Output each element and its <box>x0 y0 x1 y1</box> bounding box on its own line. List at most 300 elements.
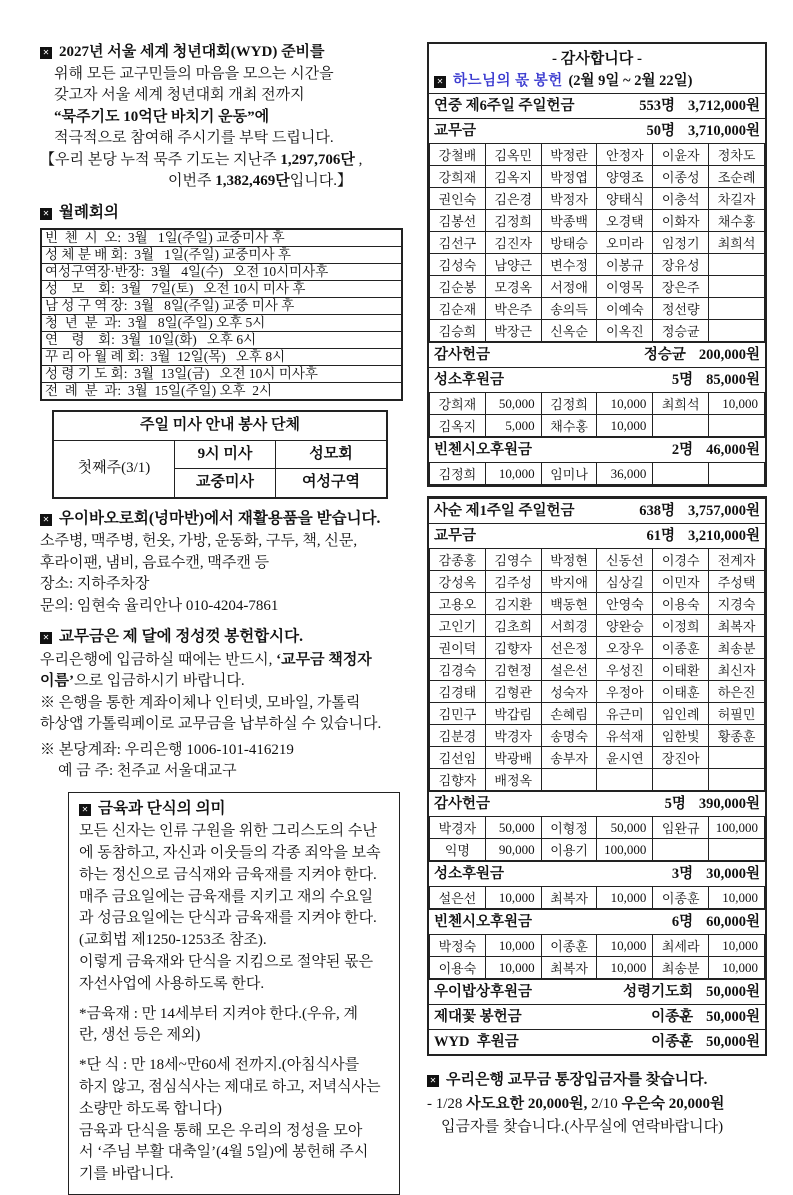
fasting-line: 기를 바랍니다. <box>79 1164 389 1186</box>
monthly-row <box>41 247 402 264</box>
name-cell: 이충석 <box>653 188 709 210</box>
donor-cell: 최복자 <box>541 957 597 979</box>
name-cell: 하은진 <box>709 681 765 703</box>
summary-count: 이종훈 <box>651 1008 693 1027</box>
summary-amount: 50,000원 <box>706 1033 760 1052</box>
amount-cell <box>709 415 765 437</box>
summary-row <box>429 1004 765 1029</box>
notice-text: - 1/28 <box>427 1096 466 1112</box>
amounts-row <box>430 817 765 839</box>
wyd-heading-text: 2027년 서울 세계 청년대회(WYD) 준비를 <box>59 44 325 60</box>
name-cell: 고인기 <box>430 615 486 637</box>
amount-cell: 90,000 <box>485 839 541 861</box>
name-cell: 정차도 <box>709 144 765 166</box>
name-cell: 심상길 <box>597 571 653 593</box>
donor-cell: 최복자 <box>541 887 597 909</box>
name-cell: 임정기 <box>653 232 709 254</box>
name-cell: 박광배 <box>485 747 541 769</box>
notice-heading-text: 우리은행 교무금 통장입금자를 찾습니다. <box>446 1072 707 1088</box>
names-row <box>430 144 765 166</box>
summary-amount: 50,000원 <box>706 1008 760 1027</box>
summary-row <box>429 93 765 118</box>
names-row <box>430 725 765 747</box>
donor-cell <box>653 463 709 485</box>
amounts-row <box>430 839 765 861</box>
name-cell: 김순재 <box>430 298 486 320</box>
name-cell: 장은주 <box>653 276 709 298</box>
name-cell: 박경자 <box>485 725 541 747</box>
fasting-box <box>68 792 400 1195</box>
name-cell: 김정희 <box>485 210 541 232</box>
name-cell: 김경숙 <box>430 659 486 681</box>
name-cell: 김민구 <box>430 703 486 725</box>
names-row <box>430 188 765 210</box>
fasting-line: 매주 금요일에는 금육재를 지키고 재의 수요일 <box>79 887 389 909</box>
amounts-table <box>429 392 765 437</box>
donor-cell: 임완규 <box>653 817 709 839</box>
amount-cell: 10,000 <box>709 393 765 415</box>
name-cell: 김옥민 <box>485 144 541 166</box>
summary-label: 감사헌금 <box>434 346 644 365</box>
names-row <box>430 615 765 637</box>
summary-row <box>429 909 765 934</box>
account-holder-line: 예 금 주: 천주교 서울대교구 <box>40 761 403 783</box>
summary-label: 빈첸시오후원금 <box>434 441 672 460</box>
fasting-line: 과 성금요일에는 단식과 금육재를 지켜야 한다. <box>79 908 389 930</box>
name-cell: 김승희 <box>430 320 486 342</box>
notice-depositor-2: 우은숙 20,000원 <box>622 1096 725 1112</box>
name-cell: 김은경 <box>485 188 541 210</box>
name-cell: 최송분 <box>709 637 765 659</box>
fasting-heading <box>79 798 389 820</box>
name-cell: 남양근 <box>485 254 541 276</box>
summary-row <box>429 437 765 462</box>
fasting-line: *단 식 : 만 18세~만60세 전까지.(아침식사를 <box>79 1055 389 1077</box>
summary-label: 우이밥상후원금 <box>434 983 623 1002</box>
dues-emphasis: ‘교무금 책정자 <box>276 652 372 668</box>
fasting-body <box>79 821 389 1186</box>
name-cell: 김성숙 <box>430 254 486 276</box>
name-cell: 이용숙 <box>653 593 709 615</box>
fasting-line: 서 ‘주님 부활 대축일’(4월 5일)에 봉헌해 주시 <box>79 1142 389 1164</box>
rosary-comma: , <box>355 152 363 168</box>
donor-cell: 이형정 <box>541 817 597 839</box>
mass-service-table <box>52 410 388 499</box>
donor-cell: 이종훈 <box>653 887 709 909</box>
summary-amount: 3,712,000원 <box>688 97 760 116</box>
names-row <box>430 659 765 681</box>
fasting-heading-text: 금육과 단식의 의미 <box>98 800 226 817</box>
monthly-row <box>41 281 402 298</box>
name-cell: 박갑림 <box>485 703 541 725</box>
recycling-contact-line: 문의: 임현숙 율리안나 010-4204-7861 <box>40 596 403 618</box>
name-cell: 김주성 <box>485 571 541 593</box>
names-row <box>430 166 765 188</box>
name-cell <box>709 254 765 276</box>
boxed-x-icon: ✕ <box>79 804 91 816</box>
summary-count: 5명 <box>665 795 686 814</box>
amounts-row <box>430 393 765 415</box>
names-row <box>430 232 765 254</box>
name-cell: 안정자 <box>597 144 653 166</box>
name-cell: 김분경 <box>430 725 486 747</box>
summary-count: 5명 <box>672 371 693 390</box>
summary-label: 성소후원금 <box>434 371 672 390</box>
amount-cell: 50,000 <box>485 817 541 839</box>
amount-cell: 50,000 <box>485 393 541 415</box>
monthly-row <box>41 349 402 366</box>
amounts-table-body <box>430 817 765 861</box>
summary-label: 사순 제1주일 주일헌금 <box>434 502 639 521</box>
monthly-row <box>41 264 402 281</box>
name-cell: 서정애 <box>541 276 597 298</box>
monthly-row <box>41 298 402 315</box>
name-cell: 이종성 <box>653 166 709 188</box>
donor-cell <box>653 415 709 437</box>
mass-table-title: 주일 미사 안내 봉사 단체 <box>53 411 387 440</box>
amount-cell: 10,000 <box>597 393 653 415</box>
name-cell: 양완승 <box>597 615 653 637</box>
summary-label: 제대꽃 봉헌금 <box>434 1008 651 1027</box>
dues-line <box>40 650 403 672</box>
name-cell: 이봉규 <box>597 254 653 276</box>
rosary-thisweek-count: 1,382,469단 <box>215 173 290 189</box>
wyd-campaign-line: “묵주기도 10억단 바치기 운동”에 <box>40 107 403 129</box>
name-cell: 김경태 <box>430 681 486 703</box>
dues-heading-text: 교무금은 제 달에 정성껏 봉헌합시다. <box>59 628 303 645</box>
name-cell: 송부자 <box>541 747 597 769</box>
name-cell: 박정현 <box>541 549 597 571</box>
name-cell: 우성진 <box>597 659 653 681</box>
dues-text: 우리은행에 입금하실 때에는 반드시, <box>40 652 276 668</box>
name-cell: 양영조 <box>597 166 653 188</box>
boxed-x-icon: ✕ <box>40 208 52 220</box>
rosary-prefix: 【우리 본당 누적 묵주 기도는 지난주 <box>40 152 280 168</box>
summary-label: 연중 제6주일 주일헌금 <box>434 97 639 116</box>
donor-cell: 익명 <box>430 839 486 861</box>
offering-title: 하느님의 몫 봉헌 <box>453 73 563 89</box>
mass-week-cell: 첫째주(3/1) <box>53 440 175 498</box>
monthly-table-body <box>41 229 402 400</box>
mass-group-cell: 성모회 <box>276 440 388 469</box>
name-cell: 유근미 <box>597 703 653 725</box>
summary-amount: 60,000원 <box>706 913 760 932</box>
boxed-x-icon: ✕ <box>40 47 52 59</box>
names-row <box>430 254 765 276</box>
monthly-row <box>41 229 402 247</box>
name-cell: 안영숙 <box>597 593 653 615</box>
amounts-table <box>429 886 765 909</box>
name-cell: 김초희 <box>485 615 541 637</box>
summary-row <box>429 861 765 886</box>
name-cell: 고용오 <box>430 593 486 615</box>
summary-count: 3명 <box>672 865 693 884</box>
left-column <box>40 42 403 1195</box>
bank-account-line: ※ 본당계좌: 우리은행 1006-101-416219 <box>40 740 403 762</box>
amount-cell: 10,000 <box>709 935 765 957</box>
summary-amount: 390,000원 <box>699 795 760 814</box>
columns <box>40 42 767 1195</box>
names-table <box>429 143 765 342</box>
dues-heading <box>40 626 403 648</box>
summary-amount: 30,000원 <box>706 865 760 884</box>
dues-line: 하상앱 가톨릭페이로 교무금을 납부하실 수 있습니다. <box>40 714 403 736</box>
name-cell: 배정옥 <box>485 769 541 791</box>
name-cell <box>709 320 765 342</box>
donor-cell: 최송분 <box>653 957 709 979</box>
name-cell: 강철배 <box>430 144 486 166</box>
name-cell: 박종백 <box>541 210 597 232</box>
summary-amount: 3,757,000원 <box>688 502 760 521</box>
names-row <box>430 681 765 703</box>
summary-count: 6명 <box>672 913 693 932</box>
name-cell: 이경수 <box>653 549 709 571</box>
name-cell: 오미라 <box>597 232 653 254</box>
donor-cell: 임미나 <box>541 463 597 485</box>
monthly-meeting-table <box>40 228 403 401</box>
mass-table-body <box>53 411 387 498</box>
summary-amount: 50,000원 <box>706 983 760 1002</box>
summary-amount: 3,710,000원 <box>688 122 760 141</box>
amount-cell: 10,000 <box>485 935 541 957</box>
name-cell: 박정자 <box>541 188 597 210</box>
name-cell: 차길자 <box>709 188 765 210</box>
name-cell: 김현정 <box>485 659 541 681</box>
amount-cell: 36,000 <box>597 463 653 485</box>
recycling-heading-text: 우이바오로회(넝마반)에서 재활용품을 받습니다. <box>59 510 380 527</box>
amounts-row <box>430 935 765 957</box>
name-cell: 이태훈 <box>653 681 709 703</box>
name-cell: 최복자 <box>709 615 765 637</box>
dues-text: 으로 입금하시기 바랍니다. <box>74 673 245 689</box>
names-table-body <box>430 144 765 342</box>
name-cell: 임인례 <box>653 703 709 725</box>
name-cell <box>541 769 597 791</box>
wyd-line: 위해 모든 교구민들의 마음을 모으는 시간을 <box>40 64 403 86</box>
name-cell: 송명숙 <box>541 725 597 747</box>
mass-time-cell: 9시 미사 <box>175 440 276 469</box>
names-table <box>429 548 765 791</box>
name-cell: 조순례 <box>709 166 765 188</box>
amount-cell: 100,000 <box>597 839 653 861</box>
name-cell: 김봉선 <box>430 210 486 232</box>
amount-cell: 10,000 <box>597 415 653 437</box>
name-cell: 이종훈 <box>653 637 709 659</box>
summary-count: 50명 <box>646 122 675 141</box>
summary-label: 교무금 <box>434 122 646 141</box>
name-cell: 허필민 <box>709 703 765 725</box>
donor-cell: 김정희 <box>430 463 486 485</box>
names-table-body <box>430 549 765 791</box>
name-cell: 이옥진 <box>597 320 653 342</box>
summary-count: 이종훈 <box>651 1033 693 1052</box>
names-row <box>430 549 765 571</box>
offering-period: (2월 9일 ~ 2월 22일) <box>565 73 693 89</box>
amounts-table <box>429 462 765 485</box>
fasting-line: 금육과 단식을 통해 모은 우리의 정성을 모아 <box>79 1121 389 1143</box>
amount-cell: 10,000 <box>709 957 765 979</box>
name-cell <box>709 769 765 791</box>
amount-cell: 10,000 <box>485 957 541 979</box>
dues-emphasis: 이름’ <box>40 673 74 689</box>
notice-heading <box>427 1069 767 1093</box>
donation-block-1 <box>427 42 767 487</box>
notice-line <box>427 1093 767 1117</box>
name-cell: 박정엽 <box>541 166 597 188</box>
rosary-count-line-1 <box>40 150 403 172</box>
amount-cell: 100,000 <box>709 817 765 839</box>
summary-count: 정승균 <box>644 346 686 365</box>
rosary-lastweek-count: 1,297,706단 <box>280 152 355 168</box>
summary-count: 성령기도회 <box>623 983 693 1002</box>
name-cell: 장유성 <box>653 254 709 276</box>
names-row <box>430 571 765 593</box>
name-cell: 권이덕 <box>430 637 486 659</box>
name-cell: 김순봉 <box>430 276 486 298</box>
summary-row <box>429 979 765 1004</box>
amount-cell: 10,000 <box>597 957 653 979</box>
name-cell: 이윤자 <box>653 144 709 166</box>
summary-label: WYD 후원금 <box>434 1033 651 1052</box>
name-cell: 김진자 <box>485 232 541 254</box>
name-cell: 오경택 <box>597 210 653 232</box>
amounts-row <box>430 463 765 485</box>
names-row <box>430 593 765 615</box>
names-row <box>430 703 765 725</box>
fasting-line: 하는 정신으로 금식재와 금육재를 지켜야 한다. <box>79 865 389 887</box>
rosary-thisweek-label: 이번주 <box>168 173 215 189</box>
name-cell: 김향자 <box>485 637 541 659</box>
wyd-line: 갖고자 서울 세계 청년대회 개최 전까지 <box>40 85 403 107</box>
donor-cell: 이용기 <box>541 839 597 861</box>
mass-header-row <box>53 411 387 440</box>
name-cell: 김영수 <box>485 549 541 571</box>
amounts-table <box>429 816 765 861</box>
summary-label: 교무금 <box>434 527 646 546</box>
monthly-row <box>41 332 402 349</box>
name-cell: 박정란 <box>541 144 597 166</box>
name-cell: 설은선 <box>541 659 597 681</box>
donor-cell: 이종훈 <box>541 935 597 957</box>
name-cell: 이정희 <box>653 615 709 637</box>
rosary-count-line-2 <box>40 171 403 193</box>
monthly-heading-text: 월례회의 <box>59 204 119 221</box>
summary-row <box>429 367 765 392</box>
name-cell: 이태환 <box>653 659 709 681</box>
amount-cell: 10,000 <box>597 935 653 957</box>
donor-cell: 이용숙 <box>430 957 486 979</box>
name-cell: 박지애 <box>541 571 597 593</box>
name-cell: 김지환 <box>485 593 541 615</box>
mass-group-cell: 여성구역 <box>276 469 388 498</box>
name-cell: 윤시연 <box>597 747 653 769</box>
name-cell <box>709 298 765 320</box>
fasting-line: 란, 생선 등은 제외) <box>79 1025 389 1047</box>
fasting-line: 이렇게 금육재와 단식을 지킴으로 절약된 몫은 <box>79 952 389 974</box>
name-cell <box>709 276 765 298</box>
fasting-paragraph <box>79 821 389 995</box>
name-cell: 선은정 <box>541 637 597 659</box>
donor-cell: 강희재 <box>430 393 486 415</box>
name-cell: 송의득 <box>541 298 597 320</box>
monthly-cell: 청 년 분 과: 3월 8일(주일) 오후 5시 <box>41 315 402 332</box>
fasting-line: 자선사업에 사용하도록 한다. <box>79 974 389 996</box>
recycling-place-line: 장소: 지하주차장 <box>40 574 403 596</box>
name-cell: 손혜림 <box>541 703 597 725</box>
monthly-cell: 남 성 구 역 장: 3월 8일(주일) 교중 미사 후 <box>41 298 402 315</box>
name-cell: 이예숙 <box>597 298 653 320</box>
amounts-row <box>430 415 765 437</box>
names-row <box>430 320 765 342</box>
name-cell: 김형관 <box>485 681 541 703</box>
dues-line: ※ 은행을 통한 계좌이체나 인터넷, 모바일, 가톨릭 <box>40 693 403 715</box>
amount-cell: 10,000 <box>597 887 653 909</box>
summary-row <box>429 791 765 816</box>
names-row <box>430 747 765 769</box>
monthly-cell: 연 령 회: 3월 10일(화) 오후 6시 <box>41 332 402 349</box>
monthly-cell: 꾸 리 아 월 례 회: 3월 12일(목) 오후 8시 <box>41 349 402 366</box>
names-row <box>430 276 765 298</box>
name-cell: 김옥지 <box>485 166 541 188</box>
monthly-cell: 성 령 기 도 회: 3월 13일(금) 오전 10시 미사후 <box>41 366 402 383</box>
name-cell: 성숙자 <box>541 681 597 703</box>
monthly-row <box>41 315 402 332</box>
wyd-line: 적극적으로 참여해 주시기를 부탁 드립니다. <box>40 128 403 150</box>
name-cell: 임한빛 <box>653 725 709 747</box>
summary-count: 61명 <box>646 527 675 546</box>
rosary-suffix: 입니다.】 <box>290 173 352 189</box>
name-cell: 변수정 <box>541 254 597 276</box>
monthly-meeting-heading <box>40 202 403 224</box>
name-cell: 정선량 <box>653 298 709 320</box>
donor-cell: 박경자 <box>430 817 486 839</box>
mass-row <box>53 440 387 469</box>
amount-cell <box>709 839 765 861</box>
name-cell: 주성택 <box>709 571 765 593</box>
names-row <box>430 769 765 791</box>
name-cell: 채수홍 <box>709 210 765 232</box>
monthly-cell: 성 체 분 배 회: 3월 1일(주일) 교중미사 후 <box>41 247 402 264</box>
bank-deposit-notice <box>427 1069 767 1140</box>
name-cell: 김선구 <box>430 232 486 254</box>
summary-row <box>429 1029 765 1054</box>
name-cell: 정승균 <box>653 320 709 342</box>
thanks-title: - 감사합니다 - <box>429 44 765 68</box>
amounts-table-body <box>430 393 765 437</box>
name-cell: 백동현 <box>541 593 597 615</box>
wyd-heading <box>40 42 403 64</box>
amount-cell: 10,000 <box>709 887 765 909</box>
amounts-table-body <box>430 887 765 909</box>
names-row <box>430 210 765 232</box>
fasting-line: 하지 않고, 점심식사는 제대로 하고, 저녁식사는 <box>79 1077 389 1099</box>
name-cell: 전계자 <box>709 549 765 571</box>
donation-block-2 <box>427 496 767 1056</box>
name-cell: 장진아 <box>653 747 709 769</box>
monthly-cell: 여성구역장·반장: 3월 4일(수) 오전 10시미사후 <box>41 264 402 281</box>
summary-label: 성소후원금 <box>434 865 672 884</box>
recycling-section <box>40 508 403 618</box>
boxed-x-icon: ✕ <box>434 76 446 88</box>
recycling-items-line: 후라이팬, 냄비, 음료수캔, 맥주캔 등 <box>40 553 403 575</box>
name-cell: 김선임 <box>430 747 486 769</box>
notice-line: 입금자를 찾습니다.(사무실에 연락바랍니다) <box>427 1116 767 1140</box>
summary-amount: 3,210,000원 <box>688 527 760 546</box>
mass-time-cell: 교중미사 <box>175 469 276 498</box>
donor-cell: 김정희 <box>541 393 597 415</box>
name-cell: 오장우 <box>597 637 653 659</box>
summary-label: 감사헌금 <box>434 795 665 814</box>
